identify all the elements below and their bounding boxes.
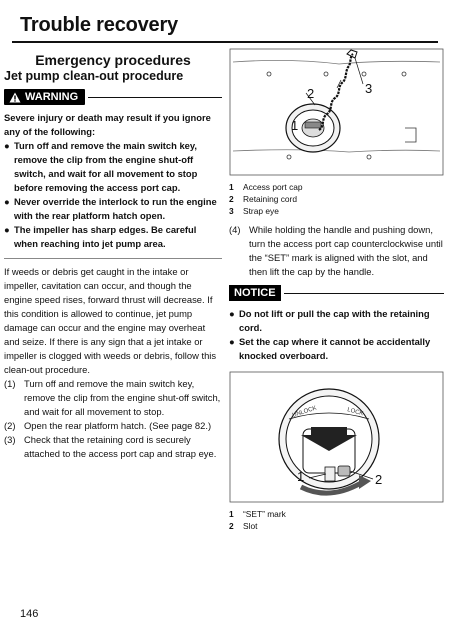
- header-rule: [12, 41, 438, 43]
- warning-triangle-icon: [9, 92, 21, 103]
- procedure-step: [4, 377, 222, 419]
- step-text: While holding the handle and pushing down, turn the access port cap counterclockwise until the “SET” mark is aligned with the slot, and then lift the cap by the handle.: [249, 224, 443, 277]
- section-title: Emergency procedures: [35, 52, 191, 68]
- legend-value: Retaining cord: [243, 194, 298, 204]
- figure1-callout: 1: [291, 118, 299, 133]
- notice-bullet: [229, 307, 444, 335]
- bullet-dot: ●: [229, 308, 235, 319]
- step-number: (2): [4, 420, 16, 431]
- legend-row: [229, 193, 444, 205]
- warning-rule: [88, 97, 222, 98]
- procedure-step: [4, 433, 222, 461]
- step-text: Turn off and remove the main switch key, remove the clip from the engine shut-off switch, and wait for all movement to stop.: [24, 378, 221, 417]
- figure2-legend: [229, 508, 444, 532]
- page-title: Trouble recovery: [20, 14, 178, 36]
- figure2-callout: 1: [297, 469, 305, 484]
- legend-key: 1: [229, 182, 234, 192]
- warning-header: [4, 89, 222, 105]
- notice-bullet-text: Do not lift or pull the cap with the retaining cord.: [239, 308, 430, 333]
- warning-bullet: [4, 139, 222, 195]
- body-text: [4, 265, 222, 461]
- legend-value: Access port cap: [243, 182, 303, 192]
- legend-row: [229, 520, 444, 532]
- legend-key: 2: [229, 194, 234, 204]
- procedure-step: [229, 223, 444, 279]
- left-column: [4, 48, 222, 461]
- notice-text: [229, 307, 444, 363]
- cap-unlock-text: UNLOCK: [291, 405, 318, 419]
- cap-lock-text: LOCK: [346, 407, 364, 418]
- warning-intro: Severe injury or death may result if you ignore any of the following:: [4, 112, 211, 137]
- warning-bullet: [4, 223, 222, 251]
- bullet-dot: ●: [229, 336, 235, 347]
- set-mark-figure: [229, 371, 444, 503]
- warning-label: WARNING: [25, 91, 79, 103]
- notice-bullet-text: Set the cap where it cannot be accidentally knocked overboard.: [239, 336, 431, 361]
- access-port-illustration: [229, 48, 444, 176]
- notice-badge: NOTICE: [229, 285, 281, 301]
- procedure-subheading: Jet pump clean-out procedure: [4, 69, 184, 83]
- legend-value: Slot: [243, 521, 258, 531]
- legend-key: 1: [229, 509, 234, 519]
- warning-badge: [4, 89, 85, 105]
- page-number: 146: [20, 608, 39, 620]
- figure1-callout: 3: [365, 81, 373, 96]
- figure2-callout: 2: [375, 472, 383, 487]
- warning-bullet-text: Never override the interlock to run the engine with the rear platform hatch open.: [14, 196, 217, 221]
- intro-paragraph: If weeds or debris get caught in the intake or impeller, cavitation can occur, and though the engine speed rises, forward thrust will decrease. If this condition is allowed to continue, jet pump damage can occur and the engine may overheat and seize. If there is any sign that a jet intake or impeller is clogged with weeds or debris, follow this clean-out procedure.: [4, 266, 217, 375]
- set-mark-illustration: [229, 371, 444, 503]
- warning-bullet-text: Turn off and remove the main switch key, remove the clip from the engine shut-off switch, and wait for all movement to stop before removing the access port cap.: [14, 140, 198, 193]
- legend-row: [229, 181, 444, 193]
- notice-rule: [284, 293, 444, 294]
- step-4: [229, 223, 444, 279]
- notice-bullet: [229, 335, 444, 363]
- section-divider: [4, 258, 222, 259]
- warning-text: [4, 111, 222, 251]
- access-port-figure: [229, 48, 444, 176]
- notice-header: [229, 285, 444, 301]
- step-number: (4): [229, 224, 241, 235]
- step-text: Open the rear platform hatch. (See page 82.): [24, 420, 212, 431]
- legend-row: [229, 508, 444, 520]
- bullet-dot: ●: [4, 196, 10, 207]
- step-number: (3): [4, 434, 16, 445]
- legend-key: 3: [229, 206, 234, 216]
- legend-value: Strap eye: [243, 206, 279, 216]
- warning-bullet-text: The impeller has sharp edges. Be careful when reaching into jet pump area.: [14, 224, 197, 249]
- step-number: (1): [4, 378, 16, 389]
- bullet-dot: ●: [4, 224, 10, 235]
- bullet-dot: ●: [4, 140, 10, 151]
- legend-value: “SET” mark: [243, 509, 286, 519]
- right-column: [229, 48, 444, 532]
- legend-key: 2: [229, 521, 234, 531]
- figure1-legend: [229, 181, 444, 217]
- step-text: Check that the retaining cord is securely attached to the access port cap and strap eye.: [24, 434, 217, 459]
- figure1-callout: 2: [307, 86, 315, 101]
- warning-bullet: [4, 195, 222, 223]
- procedure-step: [4, 419, 222, 433]
- legend-row: [229, 205, 444, 217]
